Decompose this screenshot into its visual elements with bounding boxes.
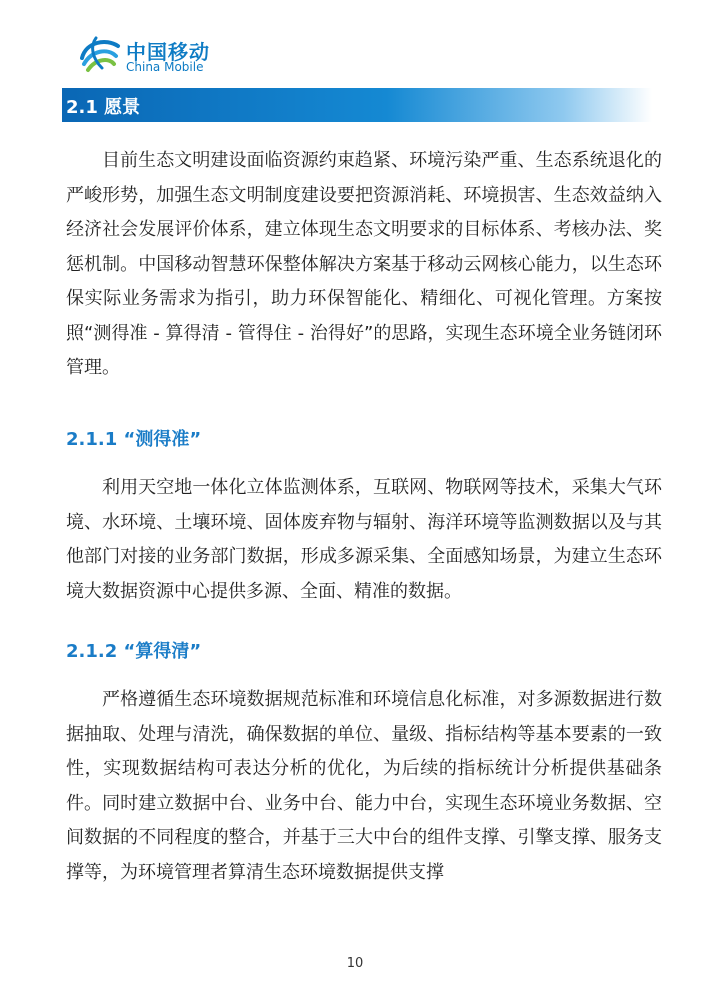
logo-name-cn: 中国移动: [126, 40, 210, 64]
subsection-body-measure: 利用天空地一体化立体监测体系，互联网、物联网等技术，采集大气环境、水环境、土壤环境、固体废弃物与辐射、海洋环境等监测数据以及与其他部门对接的业务部门数据，形成多源采集、全面感知场景，为建立生态环境大数据资源中心提供多源、全面、精准的数据。: [66, 477, 662, 602]
china-mobile-logo: [76, 22, 236, 78]
section-title: 2.1 愿景: [66, 97, 141, 118]
logo-name-en: China Mobile: [126, 60, 204, 74]
subsection-title-calculate: 2.1.2 “算得清”: [66, 641, 202, 662]
china-mobile-logo-icon: [76, 28, 124, 76]
page-number: 10: [346, 956, 364, 971]
subsection-body-calculate: 严格遵循生态环境数据规范标准和环境信息化标准，对多源数据进行数据抽取、处理与清洗，确保数据的单位、量级、指标结构等基本要素的一致性，实现数据结构可表达分析的优化，为后续的指标统计分析提供基础条件。同时建立数据中台、业务中台、能力中台，实现生态环境业务数据、空间数据的不同程度的整合，并基于三大中台的组件支撑、引擎支撑、服务支撑等，为环境管理者算清生态环境数据提供支撑: [66, 689, 662, 883]
intro-paragraph: 目前生态文明建设面临资源约束趋紧、环境污染严重、生态系统退化的严峻形势，加强生态文明制度建设要把资源消耗、环境损害、生态效益纳入经济社会发展评价体系，建立体现生态文明要求的目标体系、考核办法、奖惩机制。中国移动智慧环保整体解决方案基于移动云网核心能力，以生态环保实际业务需求为指引，助力环保智能化、精细化、可视化管理。方案按照“测得准 - 算得清 - 管得住 - 治得好”的思路，实现生态环境全业务链闭环管理。: [66, 150, 662, 378]
section-header-bar: [62, 88, 652, 122]
subsection-title-measure: 2.1.1 “测得准”: [66, 429, 202, 450]
